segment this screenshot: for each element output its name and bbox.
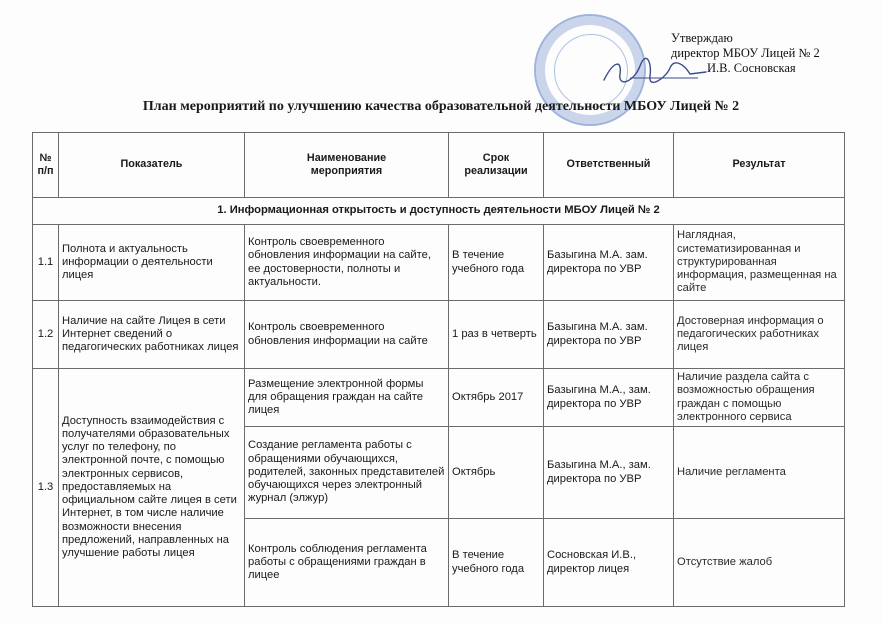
row-result: Отсутствие жалоб [674, 519, 845, 607]
row-term: В течение учебного года [449, 225, 544, 301]
row-indicator: Доступность взаимодействия с получателями образовательных услуг по телефону, по электронной почте, с помощью электронных сервисов, предоставляемых на официальном сайте лицея в сети Интернет, в том числе наличие возможности внесения предложений, направленных на улучшение работы лицея [59, 369, 245, 607]
approval-line-2: директор МБОУ Лицей № 2 [671, 46, 820, 60]
header-responsible: Ответственный [544, 133, 674, 198]
approval-block [671, 31, 820, 76]
row-responsible: Базыгина М.А. зам. директора по УВР [544, 301, 674, 369]
table-row [33, 301, 845, 369]
row-result: Наличие регламента [674, 427, 845, 519]
section-title: 1. Информационная открытость и доступность деятельности МБОУ Лицей № 2 [33, 198, 845, 225]
row-responsible: Базыгина М.А., зам. директора по УВР [544, 427, 674, 519]
row-result: Достоверная информация о педагогических работниках лицея [674, 301, 845, 369]
header-result: Результат [674, 133, 845, 198]
row-responsible: Базыгина М.А., зам. директора по УВР [544, 369, 674, 427]
row-indicator: Полнота и актуальность информации о деятельности лицея [59, 225, 245, 301]
plan-table [32, 132, 845, 607]
header-num-line2: п/п [37, 165, 54, 177]
header-num [33, 133, 59, 198]
row-event: Создание регламента работы с обращениями обучающихся, родителей, законных представителей обучающихся через электронный журнал (элжур) [245, 427, 449, 519]
table-header-row [33, 133, 845, 198]
page-title: План мероприятий по улучшению качества образовательной деятельности МБОУ Лицей № 2 [142, 99, 740, 114]
row-num: 1.3 [33, 369, 59, 607]
header-event-line1: Наименование [306, 151, 387, 164]
header-indicator: Показатель [59, 133, 245, 198]
row-event: Контроль своевременного обновления информации на сайте [245, 301, 449, 369]
row-responsible: Базыгина М.А. зам. директора по УВР [544, 225, 674, 301]
row-indicator: Наличие на сайте Лицея в сети Интернет сведений о педагогических работниках лицея [59, 301, 245, 369]
header-event-line2: мероприятия [310, 165, 383, 177]
header-num-line1: № [39, 151, 52, 164]
header-term-line1: Срок [482, 151, 510, 164]
section-row [33, 198, 845, 225]
row-event: Контроль соблюдения регламента работы с обращениями граждан в лицее [245, 519, 449, 607]
row-event: Размещение электронной формы для обращения граждан на сайте лицея [245, 369, 449, 427]
row-responsible: Сосновская И.В., директор лицея [544, 519, 674, 607]
header-event [245, 133, 449, 198]
row-result: Наглядная, систематизированная и структурированная информация, размещенная на сайте [674, 225, 845, 301]
row-num: 1.1 [33, 225, 59, 301]
approval-line-1: Утверждаю [671, 31, 733, 45]
row-term: 1 раз в четверть [449, 301, 544, 369]
header-term [449, 133, 544, 198]
row-num: 1.2 [33, 301, 59, 369]
table-row [33, 225, 845, 301]
row-term: В течение учебного года [449, 519, 544, 607]
row-result: Наличие раздела сайта с возможностью обращения граждан с помощью электронного сервиса [674, 369, 845, 427]
approval-line-3: И.В. Сосновская [707, 61, 796, 75]
row-event: Контроль своевременного обновления информации на сайте, ее достоверности, полноты и актуальности. [245, 225, 449, 301]
row-term: Октябрь [449, 427, 544, 519]
row-term: Октябрь 2017 [449, 369, 544, 427]
header-term-line2: реализации [464, 165, 528, 177]
table-row [33, 369, 845, 427]
